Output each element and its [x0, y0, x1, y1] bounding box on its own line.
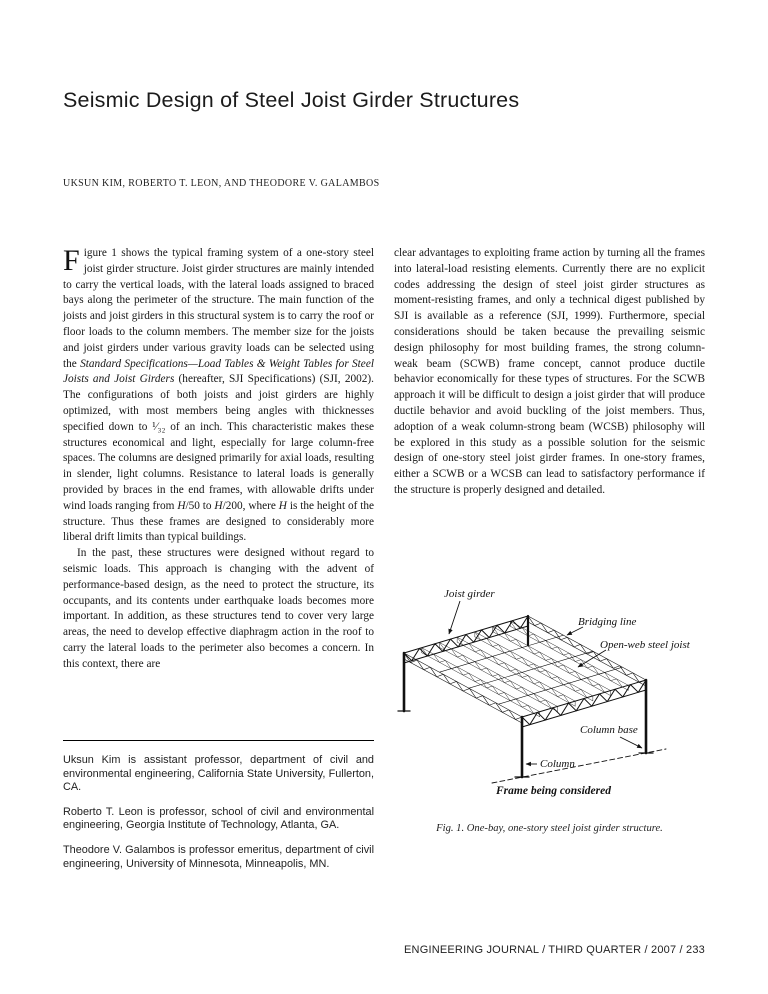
figure-1 — [394, 587, 706, 803]
paragraph-1 — [63, 246, 374, 546]
text-segment-italic: Standard Specifications—Load Tables & Weight Tables for Steel Joists and Joist Girders — [63, 357, 374, 386]
text-segment-italic: H — [278, 499, 287, 512]
bio-roberto-leon: Roberto T. Leon is professor, school of civil and environmental engineering, Georgia Institute of Technology, Atlanta, GA. — [63, 805, 374, 832]
figure-illustration — [394, 587, 706, 803]
author-bios — [63, 740, 374, 882]
figure-label-open-web-joist: Open-web steel joist — [600, 638, 690, 651]
text-segment: (hereafter, SJI Specifications) (SJI, 2002). The configurations of both joists and joist girders are highly optimized, with most members being angles with thicknesses specified down to ¹⁄₃₂ of an inch. This characteristic makes these structures economical and light, especially for large column-free spaces. The columns are designed primarily for axial loads, resulting in slender, light columns. Resistance to lateral loads is generally provided by braces in the end frames, with allowable drifts under wind loads ranging from — [63, 373, 375, 512]
authors-line: UKSUN KIM, ROBERTO T. LEON, AND THEODORE V. GALAMBOS — [63, 178, 380, 189]
figure-label-column: Column — [540, 757, 575, 770]
figure-label-column-base: Column base — [580, 723, 638, 736]
drop-cap: F — [63, 244, 80, 277]
figure-label-bridging-line: Bridging line — [578, 615, 637, 628]
text-segment-italic: H — [177, 499, 186, 512]
bio-uksun-kim: Uksun Kim is assistant professor, department of civil and environmental engineering, California State University, Fullerton, CA. — [63, 754, 374, 794]
text-segment-italic: H — [214, 499, 223, 512]
text-segment: is the height of the structure. Thus these frames are designed to considerably more liberal drift limits than typical buildings. — [63, 499, 375, 544]
journal-footer: ENGINEERING JOURNAL / THIRD QUARTER / 2007 / 233 — [404, 944, 705, 956]
text-segment: /200, where — [222, 499, 279, 512]
paragraph-2: In the past, these structures were designed without regard to seismic loads. This approach is changing with the advent of performance-based design, as the need to protect the structure, its occupants, and its contents under earthquake loads becomes more important. In addition, as these structures tend to cover very large areas, the need to develop effective diaphragm action in the roof to carry the lateral loads to the perimeter also becomes a concern. In this context, there are — [63, 547, 374, 670]
text-segment: igure 1 shows the typical framing system of a one-story steel joist girder structure. Joist girder structures are mainly intended to carry the vertical loads, with the lateral loads assigned to braced bays along the perimeter of the structure. The main function of the joists and joist girders in this structural system is to carry the roof or floor loads to the column members. The member size for the joists and joist girders under various gravity loads can be selected using the — [63, 247, 374, 370]
figure-caption: Fig. 1. One-bay, one-story steel joist girder structure. — [436, 822, 663, 834]
column-right — [394, 246, 705, 837]
bio-theodore-galambos: Theodore V. Galambos is professor emeritus, department of civil engineering, University of Minnesota, Minneapolis, MN. — [63, 843, 374, 870]
figure-label-joist-girder: Joist girder — [444, 587, 495, 600]
text-segment: /50 to — [185, 499, 215, 512]
figure-label-frame-considered: Frame being considered — [496, 784, 611, 797]
paragraph-3: clear advantages to exploiting frame action by turning all the frames into lateral-load resisting elements. Currently there are no explicit codes addressing the design of steel joist girder structures as moment-resisting frames, and only a technical digest published by SJI is available as a reference (SJI, 1999). Furthermore, special considerations should be taken because the prevailing seismic design philosophy for most building frames, the strong column-weak beam (SCWB) frame concept, cannot produce ductile behavior economically for these types of structures. For the SCWB approach it will be difficult to design a joist girder that will produce ductile behavior and avoid buckling of the joist members. Thus, adoption of a weak column-strong beam (WCSB) philosophy will be explored in this study as a possible solution for the seismic design of one-story steel joist girder frames. In one-story frames, either a SCWB or a WCSB can lead to satisfactory performance if the structure is properly designed and detailed. — [394, 247, 705, 496]
page-title: Seismic Design of Steel Joist Girder Structures — [63, 88, 520, 112]
bio-divider — [63, 740, 374, 741]
